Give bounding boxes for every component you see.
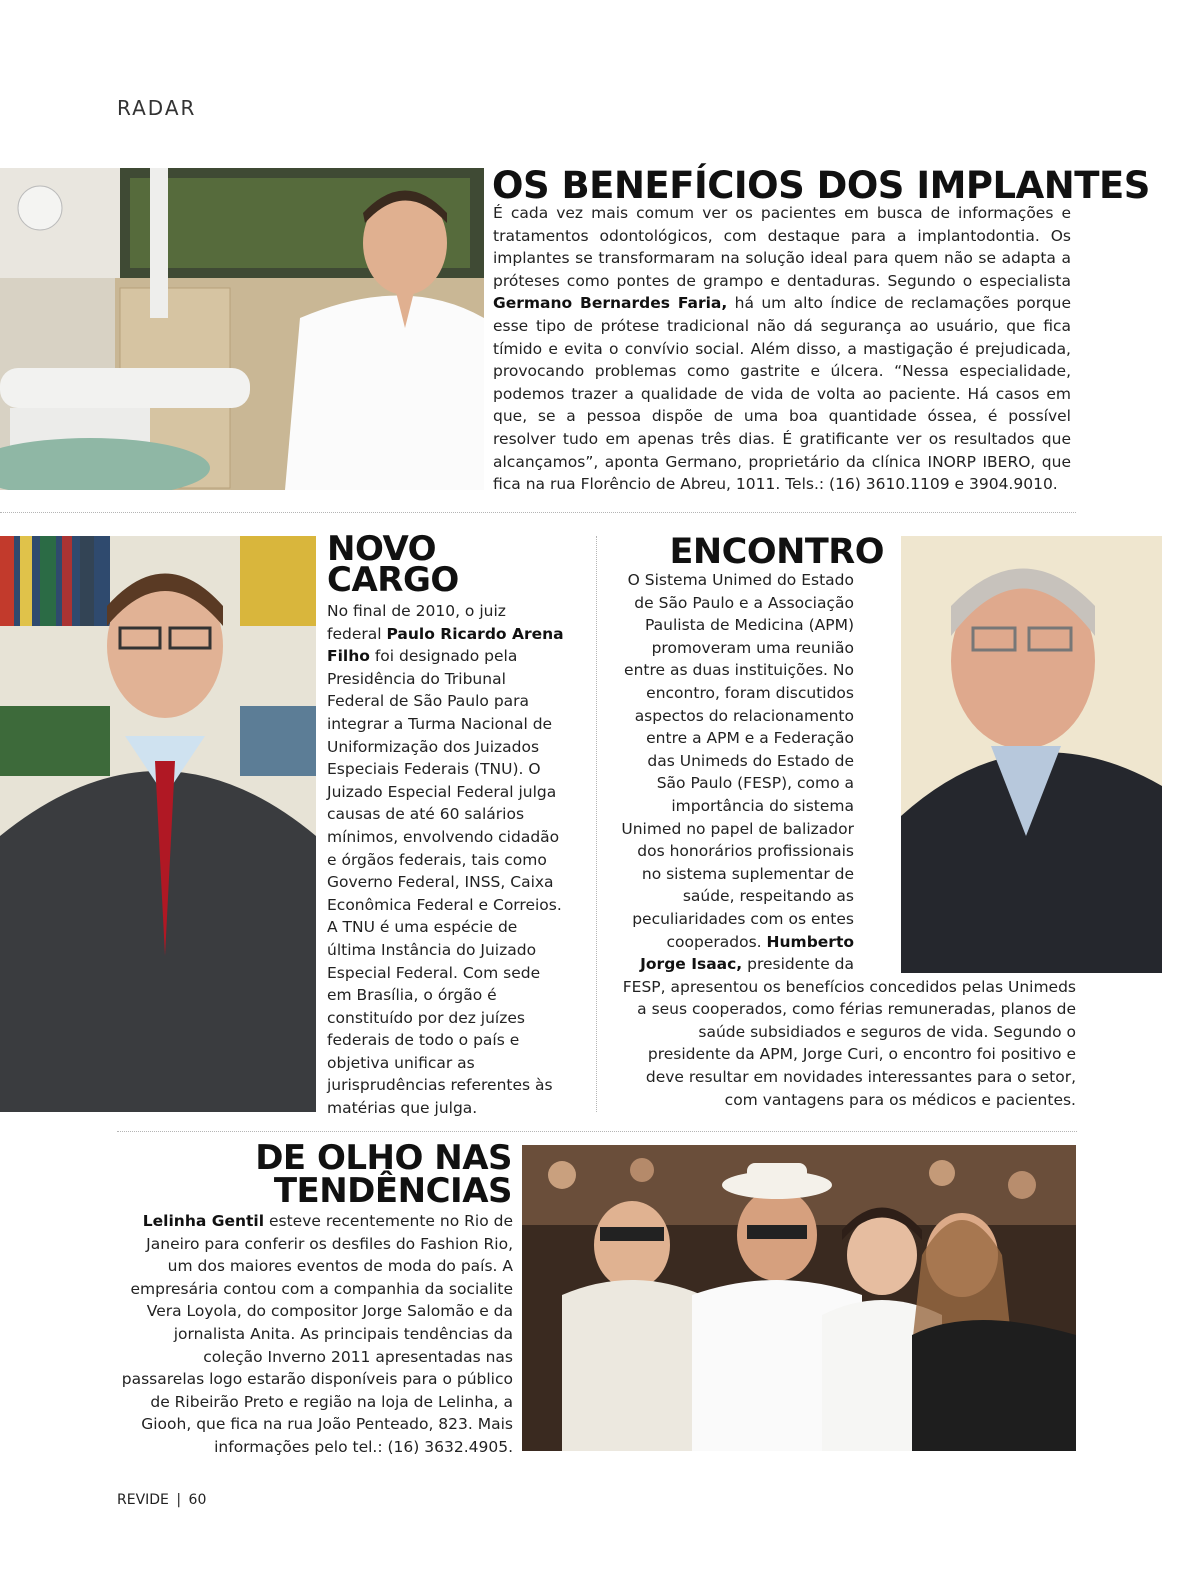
- column-divider: [596, 536, 597, 1112]
- title-line: NOVO: [327, 529, 437, 569]
- magazine-name: REVIDE: [117, 1492, 169, 1508]
- body-text-part: presidente da FESP, apresentou os benefícios concedidos pelas Unimeds a seus cooperados, como férias remuneradas, planos de saúde subsidiados e seguros de vida. Segundo o presidente da APM, Jorge Curi, o encontro foi positivo e deve resultar em novidades interessantes para o setor, com vantagens para os médicos e pacientes.: [622, 955, 1076, 1109]
- body-text-part: É cada vez mais comum ver os pacientes em busca de informações e tratamentos odontológicos, com destaque para a implantodontia. Os implantes se transformaram na solução ideal para quem não se adapta a próteses como pontes de grampo e dentaduras. Segundo o especialista: [493, 204, 1071, 290]
- footer-separator: |: [176, 1492, 182, 1508]
- article-title-tendencias: [200, 1138, 512, 1211]
- title-line: TENDÊNCIAS: [273, 1171, 512, 1211]
- dentist-photo: [0, 168, 484, 490]
- body-text-part: O Sistema Unimed do Estado de São Paulo e a Associação Paulista de Medicina (APM) promoveram uma reunião entre as duas instituições. No encontro, foram discutidos aspectos do relacionamento entre a APM e a Federação das Unimeds do Estado de São Paulo (FESP), como a importância do sistema Unimed no papel de balizador dos honorários profissionais no sistema suplementar de saúde, respeitando as peculiaridades com os entes cooperados.: [621, 571, 854, 951]
- section-divider: [117, 1131, 1077, 1132]
- article-body-encontro: [620, 569, 1076, 1111]
- title-line: DE OLHO NAS: [255, 1138, 512, 1178]
- article-title-novo-cargo: [327, 529, 459, 600]
- body-text-part: esteve recentemente no Rio de Janeiro para conferir os desfiles do Fashion Rio, um dos maiores eventos de moda do país. A empresária contou com a companhia da socialite Vera Loyola, do compositor Jorge Salomão e da jornalista Anita. As principais tendências da coleção Inverno 2011 apresentadas nas passarelas logo estarão disponíveis para o público de Ribeirão Preto e região na loja de Lelinha, a Giooh, que fica na rua João Penteado, 823. Mais informações pelo tel.: (16) 3632.4905.: [121, 1212, 513, 1456]
- person-name: Germano Bernardes Faria,: [493, 294, 728, 313]
- article-title-encontro: ENCONTRO: [669, 532, 884, 572]
- body-text-part: há um alto índice de reclamações porque esse tipo de prótese tradicional não dá segurança ao usuário, que fica tímido e evita o convívio social. Além disso, a mastigação é prejudicada, provocando problemas como gastrite e úlcera. “Nessa especialidade, podemos trazer a qualidade de vida de volta ao paciente. Há casos em que, se a pessoa dispõe de uma boa quantidade óssea, é possível resolver tudo em apenas três dias. É gratificante ver os resultados que alcançamos”, aponta Germano, proprietário da clínica INORP IBERO, que fica na rua Florêncio de Abreu, 1011. Tels.: (16) 3610.1109 e 3904.9010.: [493, 294, 1071, 494]
- title-line: CARGO: [327, 560, 459, 600]
- body-text-part: No final de 2010, o juiz federal: [327, 602, 506, 643]
- article-body-implantes: [493, 202, 1071, 496]
- judge-photo: [0, 536, 316, 1112]
- page-footer: [117, 1492, 206, 1508]
- section-label: RADAR: [117, 96, 197, 120]
- person-name: Humberto Jorge Isaac,: [640, 932, 854, 974]
- body-text-part: foi designado pela Presidência do Tribunal Federal de São Paulo para integrar a Turma Nacional de Uniformização dos Juizados Especiais Federais (TNU). O Juizado Especial Federal julga causas de até 60 salários mínimos, envolvendo cidadão e órgãos federais, tais como Governo Federal, INSS, Caixa Econômica Federal e Correios. A TNU é uma espécie de última Instância do Juizado Especial Federal. Com sede em Brasília, o órgão é constituído por dez juízes federais de todo o país e objetiva unificar as jurisprudências referentes às matérias que julga.: [327, 647, 562, 1118]
- page-number: 60: [188, 1492, 207, 1508]
- person-name: Paulo Ricardo Arena Filho: [327, 624, 564, 666]
- article-body-novo-cargo: [327, 600, 565, 1120]
- person-name: Lelinha Gentil: [142, 1212, 265, 1230]
- article-title-implantes: OS BENEFÍCIOS DOS IMPLANTES: [492, 164, 1150, 207]
- fashion-event-photo: [522, 1145, 1076, 1451]
- section-divider: [0, 512, 1076, 513]
- article-body-tendencias: [117, 1210, 513, 1459]
